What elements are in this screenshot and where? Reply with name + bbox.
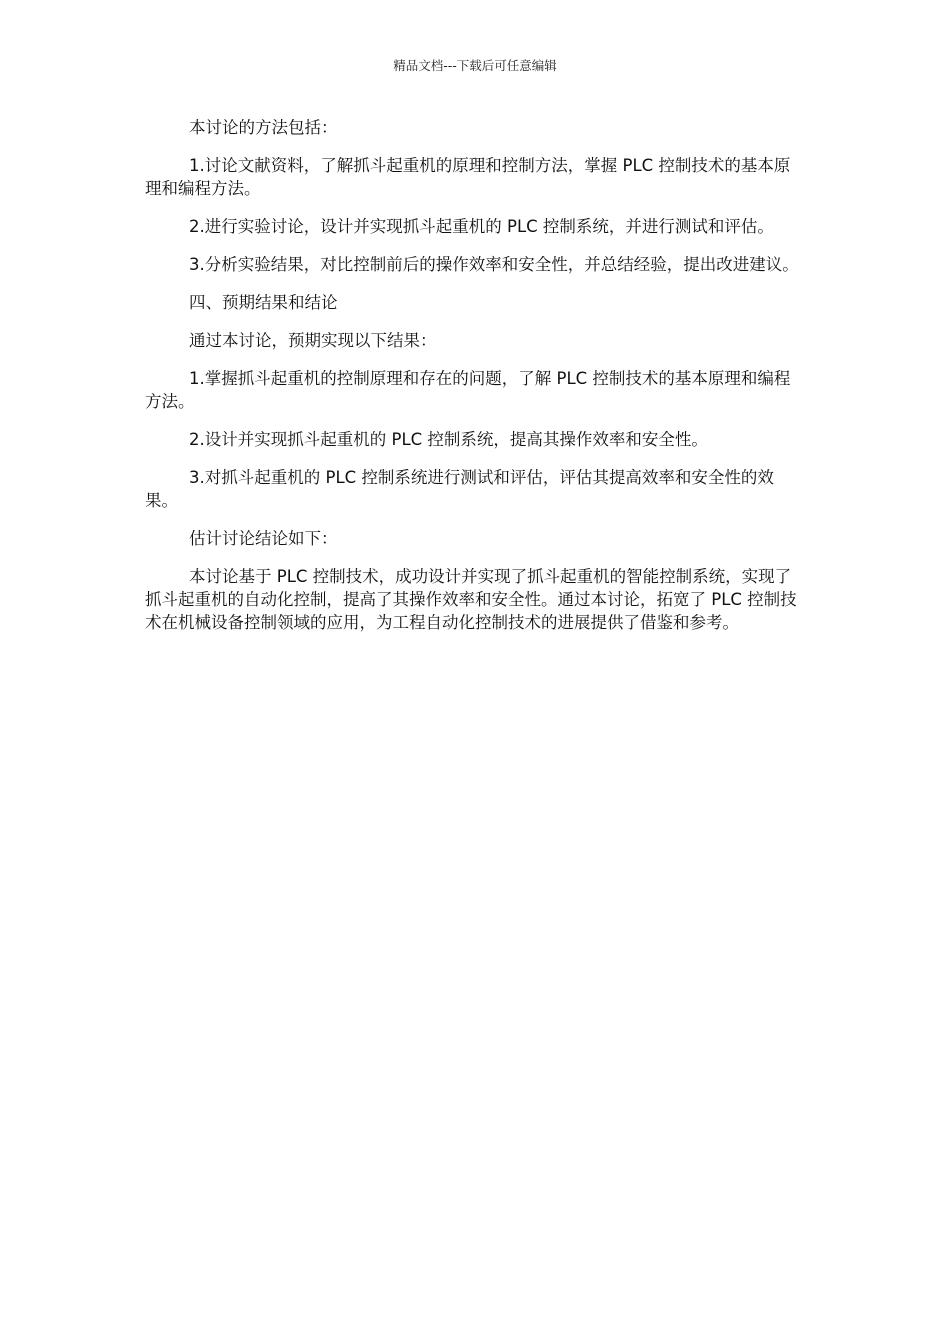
conclusion-intro: 估计讨论结论如下： (189, 529, 338, 548)
results-intro: 通过本讨论，预期实现以下结果： (189, 331, 437, 350)
methods-intro: 本讨论的方法包括： (189, 118, 338, 137)
conclusion-paragraph: 本讨论基于 PLC 控制技术，成功设计并实现了抓斗起重机的智能控制系统，实现了抓斗起重机的自动化控制，提高了其操作效率和安全性。通过本讨论，拓宽了 PLC 控制技术在机械设备控制领域的应用，为工程自动化控制技术的进展提供了借鉴和参考。 (145, 567, 797, 632)
method-item-2: 2.进行实验讨论，设计并实现抓斗起重机的 PLC 控制系统，并进行测试和评估。 (189, 217, 774, 236)
section-heading-expected-results: 四、预期结果和结论 (189, 293, 338, 312)
document-body (145, 116, 805, 649)
page-header: 精品文档---下载后可任意编辑 (393, 58, 557, 73)
result-item-3: 3.对抓斗起重机的 PLC 控制系统进行测试和评估，评估其提高效率和安全性的效果。 (145, 468, 774, 510)
method-item-3: 3.分析实验结果，对比控制前后的操作效率和安全性，并总结经验，提出改进建议。 (189, 255, 799, 274)
method-item-1: 1.讨论文献资料，了解抓斗起重机的原理和控制方法，掌握 PLC 控制技术的基本原理和编程方法。 (145, 156, 791, 198)
result-item-2: 2.设计并实现抓斗起重机的 PLC 控制系统，提高其操作效率和安全性。 (189, 430, 708, 449)
result-item-1: 1.掌握抓斗起重机的控制原理和存在的问题，了解 PLC 控制技术的基本原理和编程方法。 (145, 369, 791, 411)
